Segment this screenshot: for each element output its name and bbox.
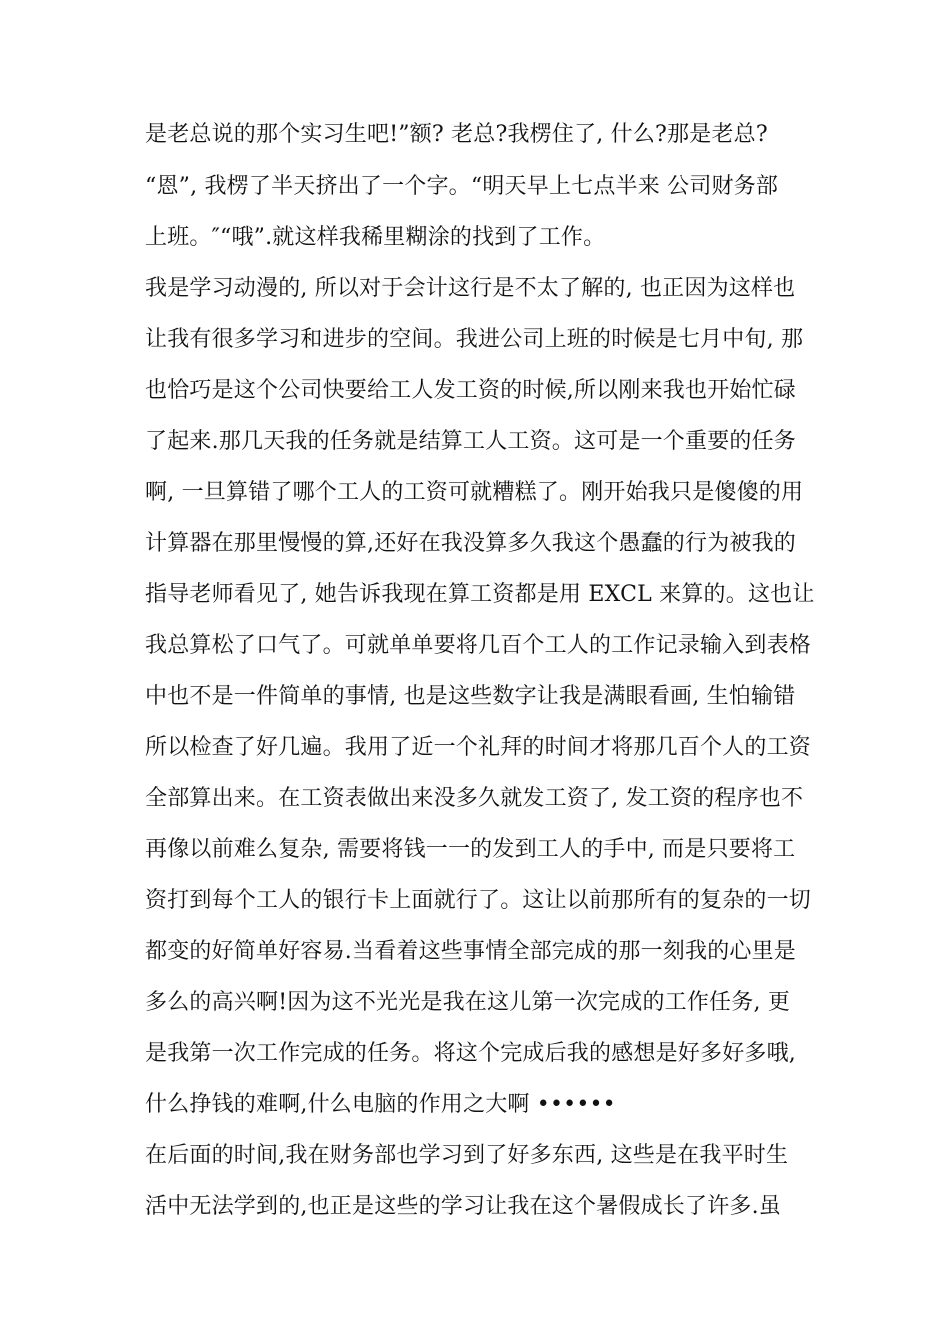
text-line: 是我第一次工作完成的任务。将这个完成后我的感想是好多好多哦,	[145, 1041, 796, 1066]
text-line: 啊, 一旦算错了哪个工人的工资可就糟糕了。刚开始我只是傻傻的用	[145, 480, 804, 505]
text-line: 什么挣钱的难啊,什么电脑的作用之大啊 ••••••	[145, 1092, 616, 1117]
text-line: 上班。″“哦”.就这样我稀里糊涂的找到了工作。	[145, 225, 606, 250]
text-line: 计算器在那里慢慢的算,还好在我没算多久我这个愚蠢的行为被我的	[145, 531, 796, 556]
text-line: 也恰巧是这个公司快要给工人发工资的时候,所以刚来我也开始忙碌	[145, 378, 796, 403]
text-line: 所以检查了好几遍。我用了近一个礼拜的时间才将那几百个人的工资	[145, 735, 812, 760]
text-line: 指导老师看见了, 她告诉我现在算工资都是用 EXCL 来算的。这也让	[145, 582, 815, 607]
text-line: 活中无法学到的,也正是这些的学习让我在这个暑假成长了许多.虽	[145, 1194, 781, 1219]
text-line: 多么的高兴啊!因为这不光光是我在这儿第一次完成的工作任务, 更	[145, 990, 791, 1015]
text-line: 再像以前难么复杂, 需要将钱一一的发到工人的手中, 而是只要将工	[145, 837, 796, 862]
text-line: 都变的好简单好容易.当看着这些事情全部完成的那一刻我的心里是	[145, 939, 796, 964]
text-line: 在后面的时间,我在财务部也学习到了好多东西, 这些是在我平时生	[145, 1143, 789, 1168]
text-line: 我是学习动漫的, 所以对于会计这行是不太了解的, 也正因为这样也	[145, 276, 796, 301]
text-line: 全部算出来。在工资表做出来没多久就发工资了, 发工资的程序也不	[145, 786, 804, 811]
text-line: 资打到每个工人的银行卡上面就行了。这让以前那所有的复杂的一切	[145, 888, 812, 913]
text-line: 了起来.那几天我的任务就是结算工人工资。这可是一个重要的任务	[145, 429, 796, 454]
text-line: 中也不是一件简单的事情, 也是这些数字让我是满眼看画, 生怕输错	[145, 684, 796, 709]
text-line: “恩”, 我楞了半天挤出了一个字。“明天早上七点半来 公司财务部	[145, 174, 779, 199]
text-line: 是老总说的那个实习生吧!”额? 老总?我楞住了, 什么?那是老总?	[145, 122, 768, 147]
text-line: 让我有很多学习和进步的空间。我进公司上班的时候是七月中旬, 那	[145, 327, 804, 352]
text-line: 我总算松了口气了。可就单单要将几百个工人的工作记录输入到表格	[145, 633, 812, 658]
